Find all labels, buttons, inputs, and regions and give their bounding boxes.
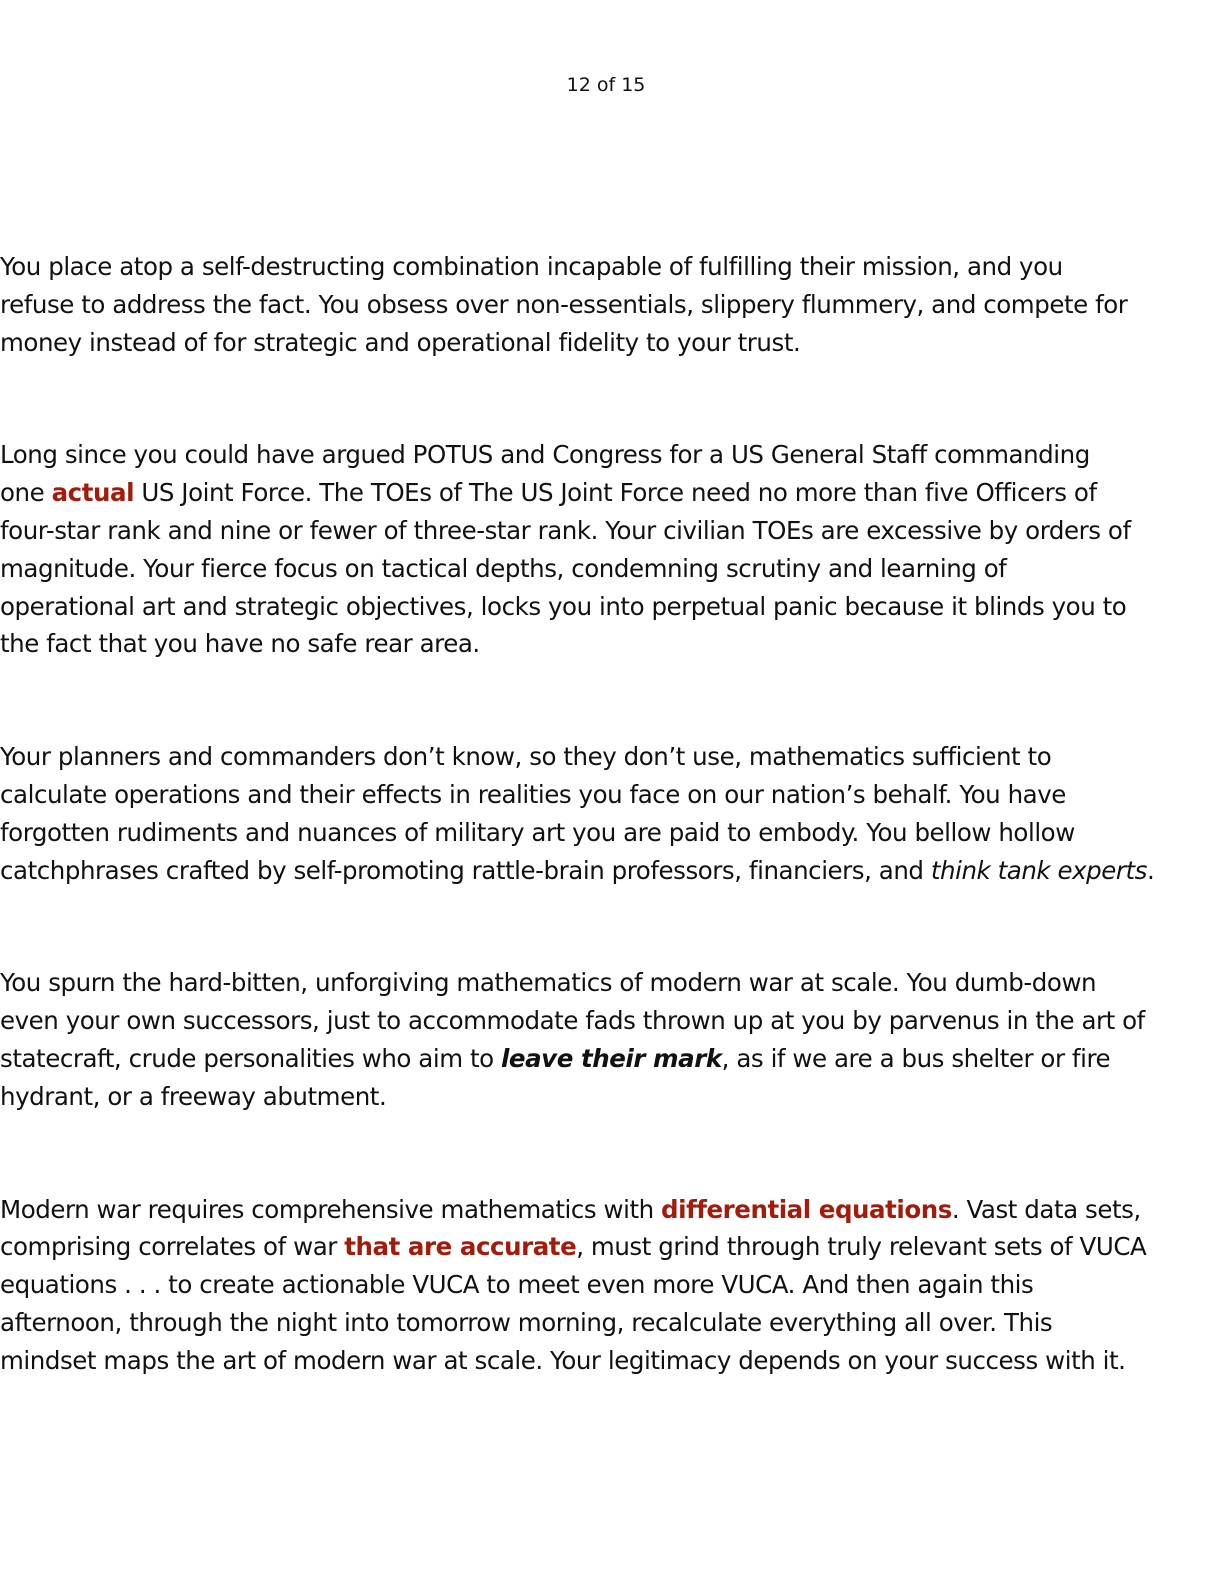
paragraph-line: the fact that you have no safe rear area. bbox=[0, 629, 480, 659]
text-run: . Vast data sets, bbox=[951, 1194, 1141, 1224]
text-run: . bbox=[1146, 855, 1155, 885]
paragraph-line: afternoon, through the night into tomorrow morning, recalculate everything all over. This bbox=[0, 1307, 1053, 1337]
paragraph-line: operational art and strategic objectives, locks you into perpetual panic because it blinds you to bbox=[0, 591, 1127, 621]
paragraph-line: equations . . . to create actionable VUCA to meet even more VUCA. And then again this bbox=[0, 1270, 1034, 1300]
text-run: catchphrases crafted by self-promoting rattle-brain professors, financiers, and bbox=[0, 855, 931, 885]
emphasis-differential-equations: differential equations bbox=[661, 1194, 952, 1224]
paragraph-4 bbox=[0, 964, 1216, 1115]
text-run: statecraft, crude personalities who aim to bbox=[0, 1043, 501, 1073]
paragraph-5 bbox=[0, 1191, 1216, 1380]
document-body bbox=[0, 248, 1216, 1380]
emphasis-think-tank-experts: think tank experts bbox=[930, 855, 1147, 885]
page-number: 12 of 15 bbox=[566, 74, 646, 96]
paragraph-line bbox=[0, 1191, 1216, 1229]
paragraph-3 bbox=[0, 738, 1216, 889]
text-run: , as if we are a bus shelter or fire bbox=[721, 1043, 1111, 1073]
paragraph-line: even your own successors, just to accommodate fads thrown up at you by parvenus in the art of bbox=[0, 1006, 1145, 1036]
emphasis-leave-their-mark: leave their mark bbox=[500, 1043, 722, 1073]
paragraph-line: magnitude. Your fierce focus on tactical depths, condemning scrutiny and learning of bbox=[0, 553, 1007, 583]
text-run: one bbox=[0, 478, 52, 508]
paragraph-1 bbox=[0, 248, 1216, 361]
paragraph-line: You spurn the hard-bitten, unforgiving mathematics of modern war at scale. You dumb-down bbox=[0, 968, 1097, 998]
paragraph-line: hydrant, or a freeway abutment. bbox=[0, 1081, 387, 1111]
text-run: comprising correlates of war bbox=[0, 1232, 345, 1262]
paragraph-line: four-star rank and nine or fewer of three-star rank. Your civilian TOEs are excessive by orders of bbox=[0, 515, 1131, 545]
emphasis-that-are-accurate: that are accurate bbox=[344, 1232, 577, 1262]
emphasis-actual: actual bbox=[51, 478, 135, 508]
paragraph-line: mindset maps the art of modern war at scale. Your legitimacy depends on your success with it. bbox=[0, 1345, 1126, 1375]
paragraph-line: Long since you could have argued POTUS and Congress for a US General Staff commanding bbox=[0, 440, 1090, 470]
text-run: , must grind through truly relevant sets of VUCA bbox=[576, 1232, 1147, 1262]
paragraph-line: refuse to address the fact. You obsess over non-essentials, slippery flummery, and compete for bbox=[0, 289, 1128, 319]
paragraph-line: calculate operations and their effects in realities you face on our nation’s behalf. You have bbox=[0, 779, 1066, 809]
text-run: Modern war requires comprehensive mathematics with bbox=[0, 1194, 662, 1224]
paragraph-line bbox=[0, 1228, 1216, 1266]
paragraph-line: money instead of for strategic and operational fidelity to your trust. bbox=[0, 327, 801, 357]
paragraph-line: Your planners and commanders don’t know, so they don’t use, mathematics sufficient to bbox=[0, 742, 1052, 772]
paragraph-line bbox=[0, 1040, 1216, 1078]
paragraph-line bbox=[0, 474, 1216, 512]
paragraph-line bbox=[0, 852, 1216, 890]
paragraph-line: You place atop a self-destructing combination incapable of fulfilling their mission, and you bbox=[0, 252, 1063, 281]
text-run: US Joint Force. The TOEs of The US Joint Force need no more than five Officers of bbox=[134, 478, 1097, 508]
paragraph-line: forgotten rudiments and nuances of military art you are paid to embody. You bellow hollow bbox=[0, 817, 1075, 847]
paragraph-2 bbox=[0, 436, 1216, 663]
